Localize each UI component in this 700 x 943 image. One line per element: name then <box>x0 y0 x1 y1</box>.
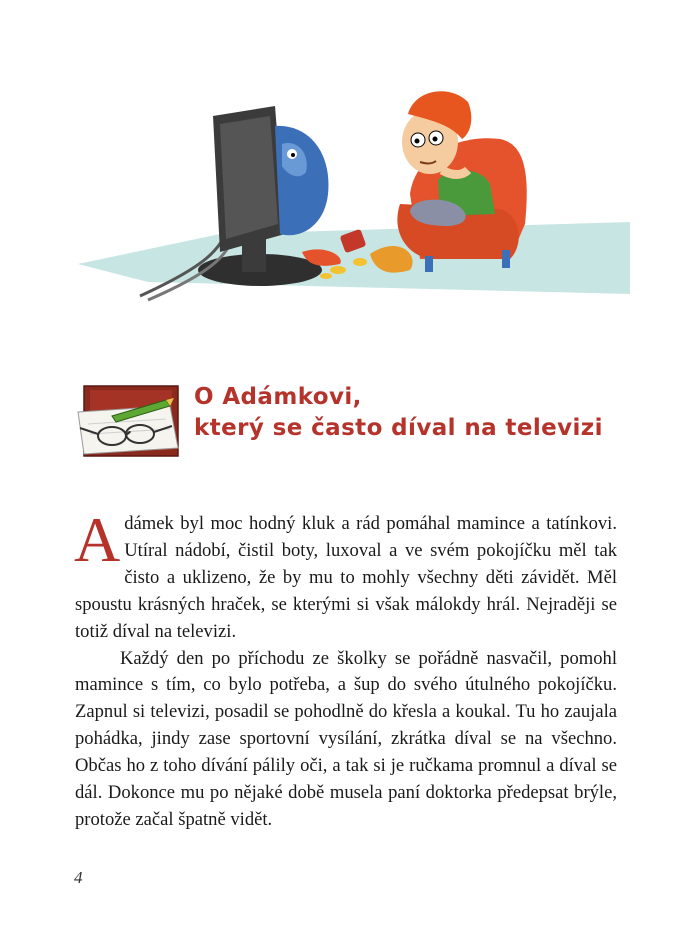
chapter-title-line1: O Adámkovi, <box>194 384 362 410</box>
boy-watching-tv-illustration-icon <box>70 84 630 334</box>
glasses-on-book-icon <box>74 378 190 466</box>
chapter-title-line2: který se často díval na televizi <box>194 415 603 441</box>
page-number: 4 <box>74 868 83 887</box>
paragraph-1 <box>74 504 617 646</box>
chapter-heading <box>74 378 634 468</box>
story-text <box>74 504 617 834</box>
paragraph-2: Každý den po příchodu ze školky se pořádně nasvačil, pomohl mamince s tím, co bylo potřeba, a šup do svého útulného pokojíčku. Zapnul si televizi, posadil se pohodlně do křesla a koukal. Tu ho zaujala pohádka, jindy zase sportovní vysílání, zkrátka díval se na všechno. Občas ho z toho dívání pálily oči, a tak si je ručkama promnul a díval se dál. Dokonce mu po nějaké době musela paní doktorka předepsat brýle, protože začal špatně vidět. <box>75 647 617 830</box>
drop-cap: A <box>74 504 121 575</box>
chapter-title <box>194 382 603 444</box>
paragraph-1-text: dámek byl moc hodný kluk a rád pomáhal mamince a tatínkovi. Utíral nádobí, čistil boty, luxoval a ve svém pokojíčku měl tak čisto a uklizeno, že by mu to mohly všechny děti závidět. Měl spoustu krásných hraček, se kterými si však málokdy hrál. Nejraději se totiž díval na televizi. <box>75 513 617 642</box>
